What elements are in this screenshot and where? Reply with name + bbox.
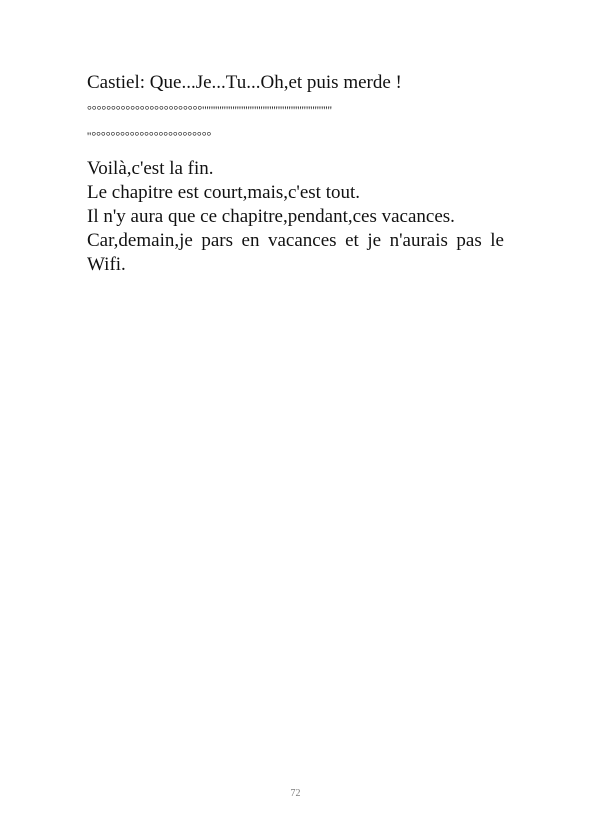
page-number: 72 (290, 788, 301, 799)
page-content (87, 71, 504, 277)
separator-line-1: °°°°°°°°°°°°°°°°°°°°°°°°'''''''''''''''''''''''''''''''''''''''''''''''''''''''''''' (87, 103, 332, 117)
paragraph-4: Car,demain,je pars en vacances et je n'aurais pas le Wifi. (87, 230, 504, 275)
paragraph-3: Il n'y aura que ce chapitre,pendant,ces vacances. (87, 206, 455, 227)
separator-line-2: ''°°°°°°°°°°°°°°°°°°°°°°°°° (87, 129, 212, 143)
paragraph-1: Voilà,c'est la fin. (87, 158, 214, 179)
paragraph-2: Le chapitre est court,mais,c'est tout. (87, 182, 361, 203)
closing-paragraphs (87, 157, 504, 277)
dialogue-line: Castiel: Que...Je...Tu...Oh,et puis merde ! (87, 72, 402, 93)
